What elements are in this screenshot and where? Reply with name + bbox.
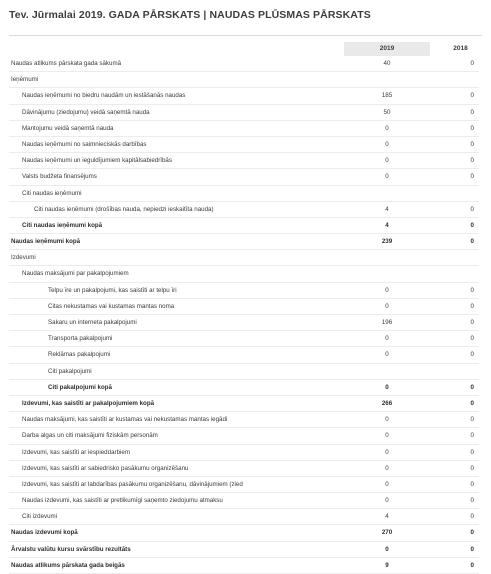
value-2019: 4 (385, 221, 389, 229)
row-label: Reklāmas pakalpojumi (48, 351, 111, 359)
table-row (9, 542, 479, 558)
table-row (9, 56, 479, 72)
table-row (9, 250, 479, 266)
cash-flow-table (9, 56, 479, 574)
table-row (9, 315, 479, 331)
value-2018: 0 (470, 221, 474, 229)
value-2018: 0 (470, 286, 474, 294)
table-row (9, 186, 479, 202)
table-row (9, 218, 479, 234)
table-row (9, 88, 479, 104)
value-2019: 50 (383, 108, 391, 116)
value-2018: 0 (470, 302, 474, 310)
value-2019: 0 (385, 124, 389, 132)
value-2018: 0 (470, 60, 474, 67)
value-2018: 0 (470, 383, 474, 391)
value-2019: 40 (383, 60, 391, 67)
row-label: Izdevumi (11, 254, 36, 262)
value-2018: 0 (470, 497, 474, 505)
row-label: Transporta pakalpojumi (48, 335, 113, 343)
row-label: Mantojumu veidā saņemtā nauda (22, 124, 114, 132)
row-label: Ārvalstu valūtu kursu svārstību rezultāts (11, 545, 131, 553)
value-2019: 266 (381, 399, 393, 407)
value-2019: 0 (385, 448, 389, 456)
row-label: Naudas izdevumi kopā (11, 529, 78, 537)
value-2018: 0 (470, 529, 474, 537)
row-label: Valsts budžeta finansējums (22, 173, 97, 181)
table-row (9, 396, 479, 412)
value-2019: 0 (385, 351, 389, 359)
value-2018: 0 (470, 448, 474, 456)
value-2019: 196 (381, 319, 393, 326)
row-label: Citi pakalpojumi kopā (48, 383, 112, 391)
table-row (9, 331, 479, 347)
value-2019: 0 (385, 480, 389, 488)
table-row (9, 105, 479, 121)
header-divider (9, 35, 482, 36)
row-label: Naudas izdevumi, kas saistīti ar pretlikumīgi saņemto ziedojumu atmaksu (22, 497, 223, 505)
value-2018: 0 (470, 545, 474, 553)
row-label: Naudas maksājumi, kas saistīti ar kustamas vai nekustamas mantas iegādi (22, 416, 228, 424)
value-2018: 0 (470, 432, 474, 440)
table-row (9, 72, 479, 88)
value-2019: 0 (385, 140, 389, 148)
value-2018: 0 (470, 173, 474, 181)
table-row (9, 428, 479, 444)
table-row (9, 412, 479, 428)
row-label: Naudas ieņēmumi un ieguldījumiem kapitālsabiedrībās (22, 157, 172, 165)
value-2018: 0 (470, 238, 474, 246)
table-row (9, 461, 479, 477)
row-label: Naudas ieņēmumi no biedru naudām un iestāšanās naudas (22, 92, 186, 100)
value-2018: 0 (470, 124, 474, 132)
value-2019: 0 (385, 302, 389, 310)
value-2019: 239 (381, 238, 393, 246)
row-label: Naudas ieņēmumi no saimnieciskās darbības (22, 140, 147, 148)
value-2018: 0 (470, 140, 474, 148)
value-2019: 0 (385, 432, 389, 440)
table-row (9, 445, 479, 461)
value-2018: 0 (470, 92, 474, 100)
value-2018: 0 (470, 319, 474, 326)
value-2019: 0 (385, 286, 389, 294)
value-2019: 0 (385, 416, 389, 424)
row-label: Citi naudas ieņēmumi (drošības nauda, nepiedzi ieskaitīta nauda) (34, 205, 214, 213)
value-2018: 0 (470, 399, 474, 407)
value-2019: 0 (385, 335, 389, 343)
value-2019: 4 (385, 513, 389, 521)
value-2019: 0 (385, 383, 389, 391)
row-label: Ieņēmumi (11, 76, 39, 84)
value-2019: 185 (381, 92, 393, 100)
value-2018: 0 (470, 416, 474, 424)
row-label: Citi pakalpojumi (48, 367, 92, 375)
value-2018: 0 (470, 157, 474, 165)
table-row (9, 121, 479, 137)
table-row (9, 283, 479, 299)
row-label: Telpu īre un pakalpojumi, kas saistīti ar telpu īri (48, 286, 177, 294)
row-label: Izdevumi, kas saistīti ar iespieddarbiem (22, 448, 130, 456)
row-label: Izdevumi, kas saistīti ar sabiedrisko pasākumu organizēšanu (22, 464, 189, 472)
row-label: Izdevumi, kas saistīti ar labdarības pasākumu organizēšanu, dāvinājumiem (zied (22, 480, 243, 488)
table-row (9, 299, 479, 315)
column-header-2019: 2019 (344, 42, 430, 56)
table-row (9, 137, 479, 153)
row-label: Naudas ieņēmumi kopā (11, 238, 81, 246)
value-2018: 0 (470, 108, 474, 116)
table-row (9, 153, 479, 169)
row-label: Citas nekustamas vai kustamas mantas noma (48, 302, 175, 310)
value-2018: 0 (470, 464, 474, 472)
value-2019: 0 (385, 497, 389, 505)
row-label: Izdevumi, kas saistīti ar pakalpojumiem kopā (22, 399, 155, 407)
table-row (9, 202, 479, 218)
row-label: Citi naudas ieņēmumi (22, 189, 82, 197)
table-row (9, 477, 479, 493)
value-2018: 0 (470, 480, 474, 488)
page-title: Tev. Jūrmalai 2019. GADA PĀRSKATS | NAUDAS PLŪSMAS PĀRSKATS (9, 9, 371, 21)
value-2018: 0 (470, 561, 474, 569)
row-label: Citi izdevumi (22, 513, 58, 521)
table-row (9, 558, 479, 574)
value-2018: 0 (470, 205, 474, 213)
row-label: Naudas atlikums pārskata gada sākumā (11, 60, 122, 67)
value-2019: 0 (385, 464, 389, 472)
value-2019: 9 (385, 561, 389, 569)
row-label: Naudas atlikums pārskata gada beigās (11, 561, 125, 569)
value-2018: 0 (470, 351, 474, 359)
column-header-2018: 2018 (453, 45, 468, 52)
value-2019: 270 (381, 529, 393, 537)
table-row (9, 266, 479, 282)
table-row (9, 380, 479, 396)
value-2019: 0 (385, 545, 389, 553)
row-label: Naudas maksājumi par pakalpojumiem (22, 270, 129, 278)
row-label: Sakaru un interneta pakalpojumi (48, 319, 137, 326)
value-2019: 0 (385, 157, 389, 165)
table-row (9, 509, 479, 525)
table-row (9, 493, 479, 509)
row-label: Citi naudas ieņēmumi kopā (22, 221, 103, 229)
table-row (9, 525, 479, 541)
table-row (9, 234, 479, 250)
value-2018: 0 (470, 513, 474, 521)
table-row (9, 364, 479, 380)
table-row (9, 347, 479, 363)
value-2019: 4 (385, 205, 389, 213)
value-2018: 0 (470, 335, 474, 343)
row-label: Darba algas un citi maksājumi fiziskām personām (22, 432, 158, 440)
value-2019: 0 (385, 173, 389, 181)
row-label: Dāvinājumu (ziedojumu) veidā saņemtā nauda (22, 108, 150, 116)
table-row (9, 169, 479, 185)
